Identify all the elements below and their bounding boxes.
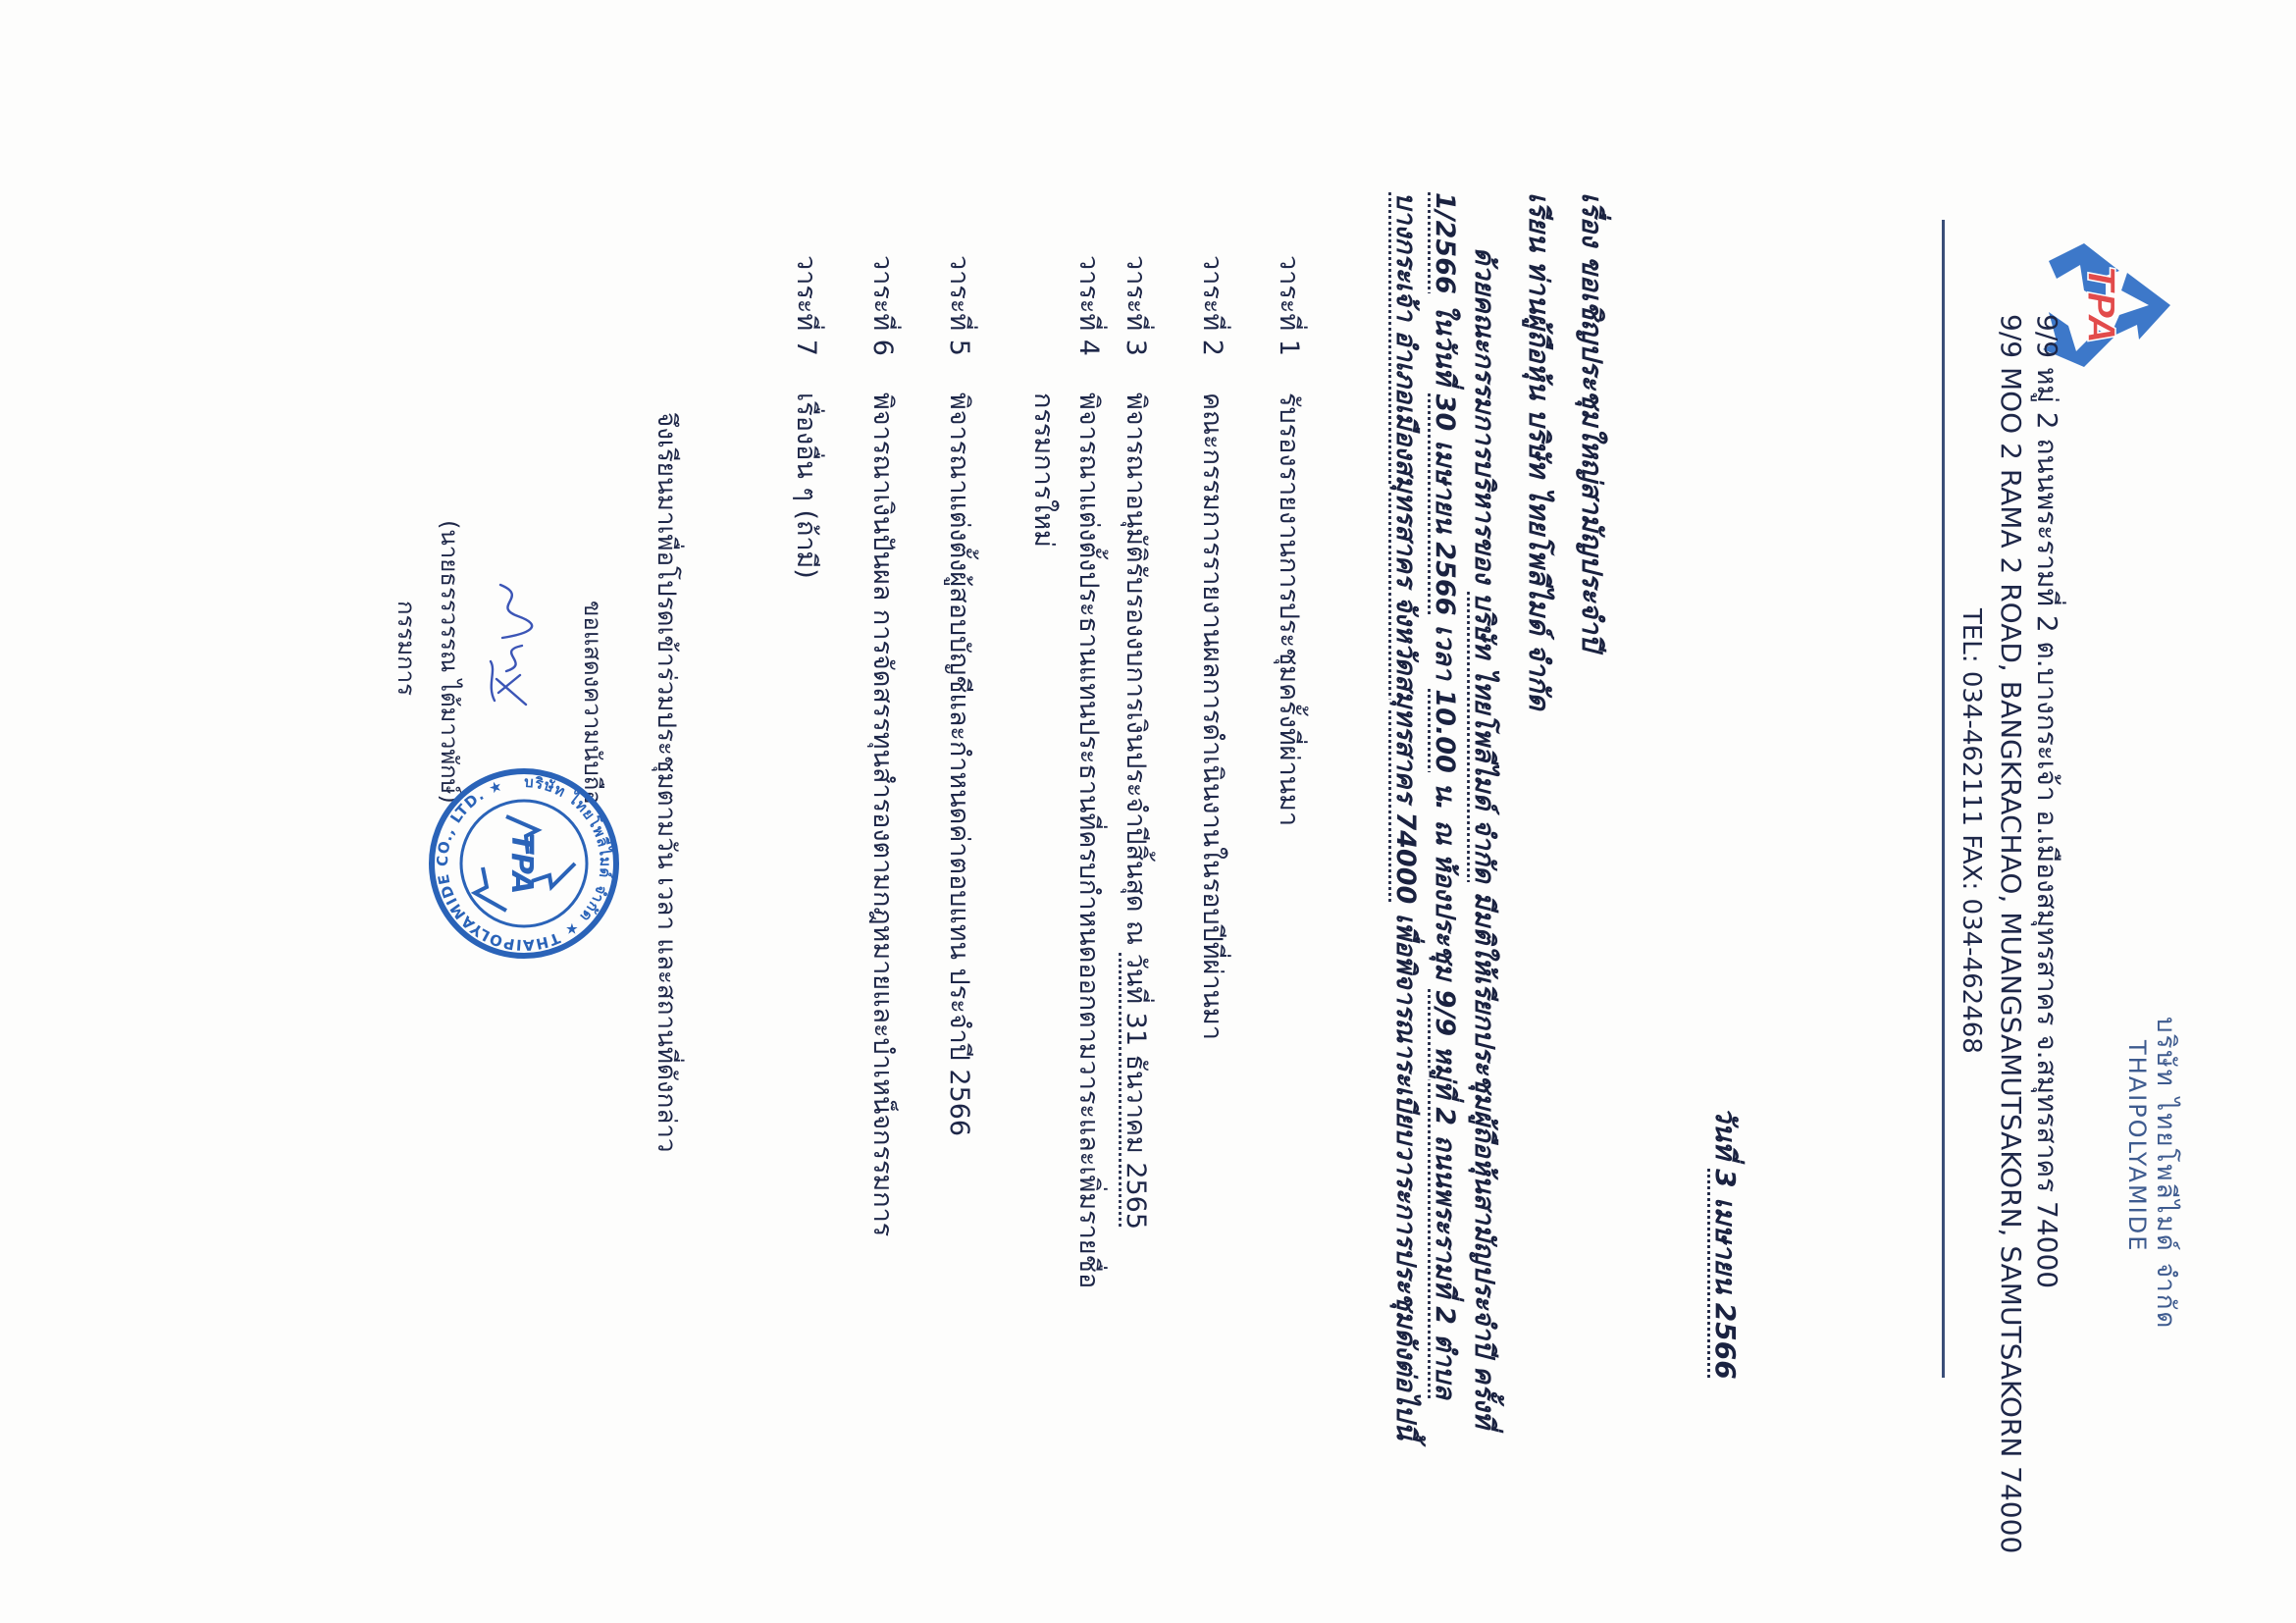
- letter-body: [1385, 192, 1503, 1523]
- address-th: 9/9 หมู่ 2 ถนนพระรามที่ 2 ต.บางกระเจ้า อ.เมืองสมุทรสาคร จ.สมุทรสาคร 74000: [2031, 314, 2063, 1289]
- body-part: น. ณ ห้องประชุม: [1430, 782, 1460, 981]
- agenda-text: พิจารณาอนุมัติรับรองงบการเงินประจำปีสิ้นสุด ณ: [1121, 393, 1151, 946]
- company-name-th: บริษัท ไทยโพลีไมด์ จำกัด: [2151, 1017, 2180, 1331]
- greeting-text: ท่านผู้ถือหุ้น บริษัท ไทยโพลีไมด์ จำกัด: [1523, 260, 1555, 710]
- date-value: 3 เมษายน 2566: [1709, 1169, 1742, 1380]
- letter-greeting: [1517, 192, 1560, 710]
- agenda-text: รับรองรายงานการประชุมครั้งที่ผ่านมา: [1274, 393, 1304, 827]
- meeting-time: 10.00: [1430, 689, 1460, 773]
- subject-text: ขอเชิญประชุมใหญ่สามัญประจำปี: [1576, 255, 1608, 652]
- logo-text: TPA: [2079, 266, 2122, 344]
- agenda-number: วาระที่ 3: [1121, 255, 1151, 356]
- seal-logo-text: TPA: [504, 832, 539, 895]
- agenda-text: คณะกรรมการรายงานผลการดำเนินงานในรอบปีที่ผ่านมา: [1197, 393, 1227, 1040]
- meeting-number: 1/2566: [1430, 192, 1460, 294]
- contact-line: TEL: 034-462111 FAX: 034-462468: [1957, 608, 1986, 1054]
- address-en: 9/9 MOO 2 RAMA 2 ROAD, BANGKRACHAO, MUANGSAMUTSAKORN, SAMUTSAKORN 74000: [1995, 314, 2027, 1554]
- agenda-item: [786, 255, 828, 579]
- signer-title: กรรมการ: [392, 601, 420, 697]
- body-company: บริษัท ไทยโพลีไมด์ จำกัด: [1469, 592, 1499, 883]
- agenda-text: กรรมการใหม่: [1028, 393, 1059, 548]
- agenda-item: [1116, 255, 1158, 1230]
- agenda-item-continuation: [1023, 393, 1066, 548]
- agenda-text: พิจารณาเงินปันผล การจัดสรรทุนสำรองตามกฎหมายและบำเหน็จกรรมการ: [867, 393, 898, 1237]
- body-part: เวลา: [1430, 624, 1460, 680]
- company-seal: [426, 765, 622, 962]
- agenda-number: วาระที่ 5: [944, 255, 974, 356]
- agenda-text: พิจารณาแต่งตั้งผู้สอบบัญชีและกำหนดค่าตอบแทน ประจำปี 2566: [944, 393, 974, 1137]
- body-part: ในวันที่: [1430, 303, 1460, 386]
- letter-date: [1703, 1107, 1747, 1380]
- agenda-text: เรื่องอื่น ๆ (ถ้ามี): [791, 393, 821, 579]
- agenda-item: [862, 255, 905, 1236]
- letterhead-divider: [1942, 220, 1945, 1378]
- body-part: เพื่อพิจารณาระเบียบวาระการประชุมดังต่อไปนี้: [1390, 913, 1421, 1440]
- letter-subject: [1570, 192, 1613, 651]
- agenda-item: [1269, 255, 1311, 826]
- subject-label: เรื่อง: [1576, 192, 1608, 247]
- seal-text: บริษัท ไทยโพลีไมด์ จำกัด ★ THAIPOLYAMIDE CO., LTD. ★: [433, 772, 615, 955]
- agenda-text: พิจารณาแต่งตั้งประธานแทนประธานที่ครบกำหนดออกตามวาระและเพิ่มรายชื่อ: [1073, 393, 1104, 1289]
- signer-name: (นายธรรวรรณ ไต้มาวพักษ์): [436, 520, 463, 804]
- handwritten-signature: [481, 577, 540, 714]
- agenda-item: [939, 255, 981, 1136]
- agenda-item: [1069, 255, 1111, 1288]
- meeting-place: 9/9 หมู่ที่ 2 ถนนพระรามที่ 2 ตำบลบางกระเจ้า อำเภอเมืองสมุทรสาคร จังหวัดสมุทรสาคร 74000: [1390, 192, 1460, 1399]
- agenda-number: วาระที่ 1: [1274, 255, 1304, 356]
- meeting-date: 30 เมษายน 2566: [1430, 393, 1460, 616]
- date-label: วันที่: [1709, 1107, 1742, 1160]
- agenda-number: วาระที่ 2: [1197, 255, 1227, 356]
- agenda-number: วาระที่ 6: [867, 255, 898, 356]
- agenda-date: วันที่ 31 ธันวาคม 2565: [1121, 953, 1151, 1230]
- agenda-number: วาระที่ 7: [791, 255, 821, 356]
- closing-text: จึงเรียนมาเพื่อโปรดเข้าร่วมประชุมตามวัน เวลา และสถานที่ดังกล่าว: [652, 412, 681, 1153]
- agenda-item: [1192, 255, 1234, 1040]
- agenda-number: วาระที่ 4: [1073, 255, 1104, 356]
- body-part: มีมติให้เรียกประชุมผู้ถือหุ้นสามัญประจำปี ครั้งที่: [1469, 891, 1499, 1429]
- greeting-label: เรียน: [1523, 192, 1555, 252]
- company-name-en: THAIPOLYAMIDE: [2123, 1040, 2151, 1253]
- body-part: ด้วยคณะกรรมการบริหารของ: [1469, 247, 1499, 584]
- regards-text: ขอแสดงความนับถือ: [579, 601, 606, 805]
